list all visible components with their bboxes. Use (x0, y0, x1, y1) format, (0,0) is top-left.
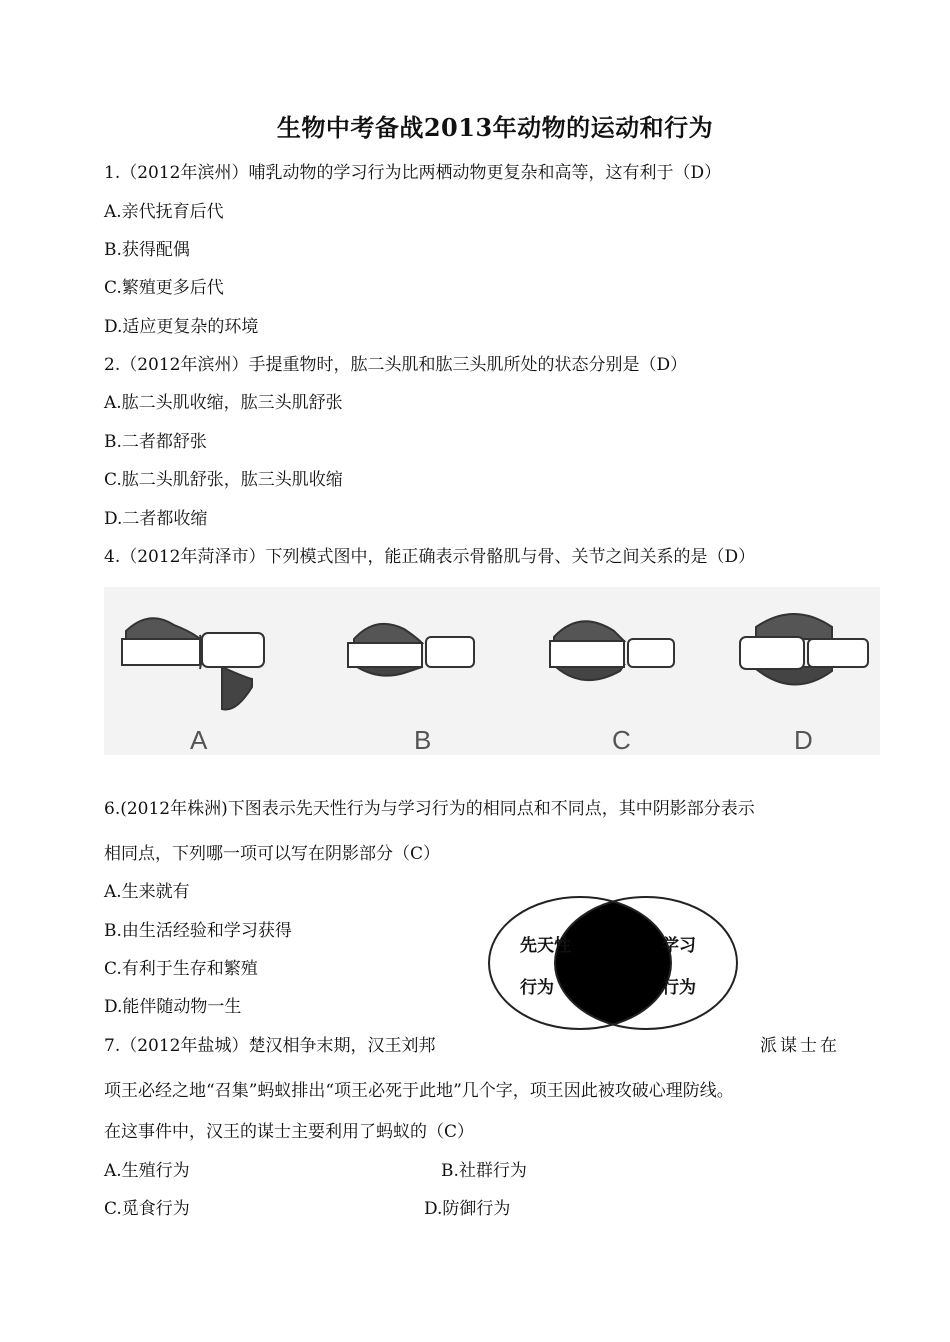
question-1-option-d: D.适应更复杂的环境 (104, 317, 259, 337)
figure-label-d: D (794, 725, 813, 755)
venn-diagram (486, 895, 740, 1031)
joint-model-b (348, 624, 474, 676)
question-7-option-a: A.生殖行为 (104, 1161, 190, 1181)
question-7-option-c: C.觅食行为 (104, 1199, 190, 1219)
venn-left-label-line-2: 行为 (520, 978, 554, 997)
venn-right-label-line-1: 学习 (662, 936, 696, 955)
question-6-option-c: C.有利于生存和繁殖 (104, 959, 258, 979)
venn-left-label-line-1: 先天性 (520, 936, 571, 955)
question-2-option-c: C.肱二头肌舒张，肱三头肌收缩 (104, 470, 343, 490)
question-2-option-d: D.二者都收缩 (104, 509, 208, 529)
question-2-option-b: B.二者都舒张 (104, 432, 207, 452)
question-6-option-d: D.能伴随动物一生 (104, 997, 242, 1017)
joint-diagram-figure (104, 587, 880, 755)
question-1-option-b: B.获得配偶 (104, 240, 190, 260)
venn-right-label-line-2: 行为 (662, 978, 696, 997)
question-7-stem-line-1-right: 派谋士在 (760, 1036, 840, 1056)
joint-model-a (122, 618, 264, 709)
question-4-stem: 4.（2012年菏泽市）下列模式图中，能正确表示骨骼肌与骨、关节之间关系的是（D） (104, 547, 756, 567)
question-1-stem: 1.（2012年滨州）哺乳动物的学习行为比两栖动物更复杂和高等，这有利于（D） (104, 163, 722, 183)
question-6-stem-line-2: 相同点，下列哪一项可以写在阴影部分（C） (104, 844, 441, 864)
joint-model-d (740, 614, 868, 685)
question-6-stem-line-1: 6.(2012年株洲)下图表示先天性行为与学习行为的相同点和不同点，其中阴影部分表示 (104, 799, 755, 819)
question-2-stem: 2.（2012年滨州）手提重物时，肱二头肌和肱三头肌所处的状态分别是（D） (104, 355, 688, 375)
question-7-option-b: B.社群行为 (441, 1161, 527, 1181)
question-7-stem-line-2: 项王必经之地“召集”蚂蚁排出“项王必死于此地”几个字，项王因此被攻破心理防线。 (104, 1081, 734, 1101)
question-1-option-a: A.亲代抚育后代 (104, 202, 224, 222)
question-6-option-b: B.由生活经验和学习获得 (104, 921, 292, 941)
venn-drawing (486, 895, 740, 1031)
question-1-option-c: C.繁殖更多后代 (104, 278, 224, 298)
figure-label-c: C (612, 725, 631, 755)
figure-label-a: A (190, 725, 208, 755)
question-2-option-a: A.肱二头肌收缩，肱三头肌舒张 (104, 393, 343, 413)
question-7-option-d: D.防御行为 (424, 1199, 511, 1219)
joint-diagram-drawing (104, 587, 880, 755)
page-title: 生物中考备战2013年动物的运动和行为 (276, 113, 714, 142)
figure-label-b: B (414, 725, 432, 755)
question-6-option-a: A.生来就有 (104, 882, 190, 902)
joint-model-c (550, 621, 674, 680)
question-7-stem-line-1-left: 7.（2012年盐城）楚汉相争末期，汉王刘邦 (104, 1036, 436, 1056)
question-7-stem-line-3: 在这事件中，汉王的谋士主要利用了蚂蚁的（C） (104, 1122, 475, 1142)
